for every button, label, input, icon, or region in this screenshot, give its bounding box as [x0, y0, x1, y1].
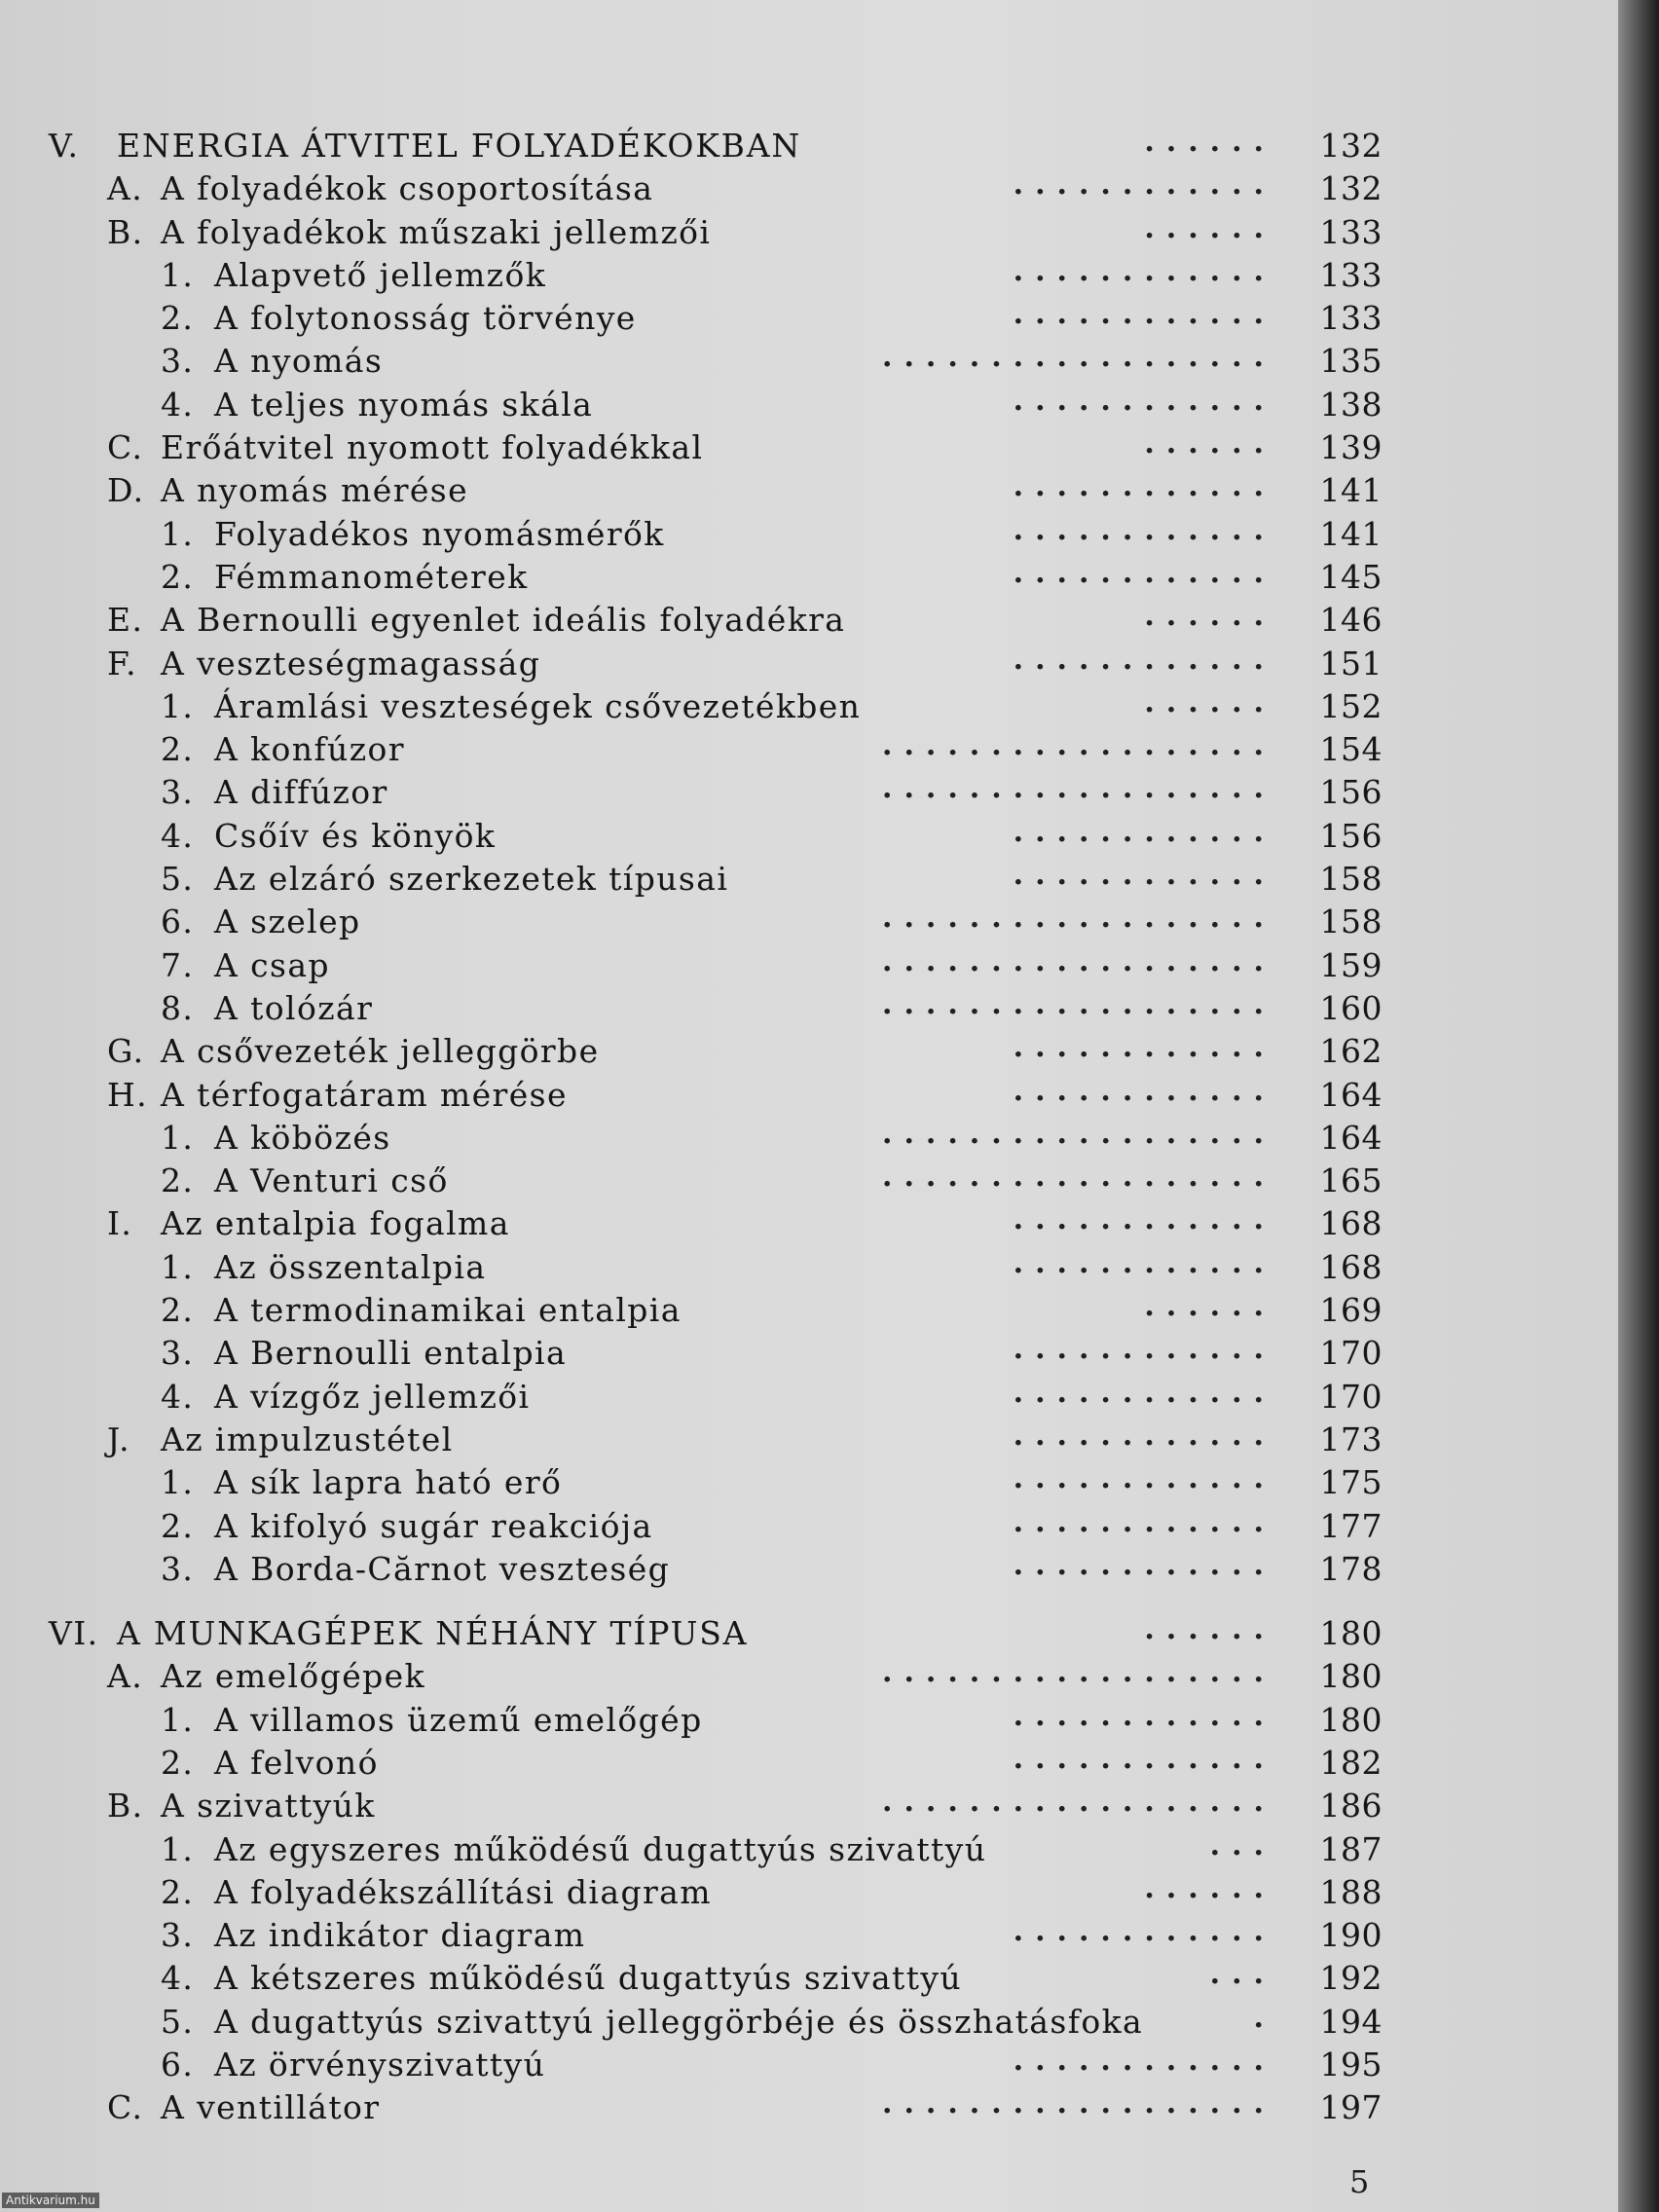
toc-entry-number: 2.	[161, 730, 195, 769]
toc-entry-page: 138	[1319, 385, 1382, 424]
toc-entry-title: A Borda-Cărnot veszteség	[214, 1549, 671, 1588]
toc-entry	[39, 2001, 1382, 2044]
toc-entry-page: 195	[1319, 2046, 1382, 2084]
toc-entry-title: A Venturi cső	[214, 1161, 449, 1200]
toc-entry-title: A teljes nyomás skála	[214, 385, 594, 424]
toc-entry-title: A veszteségmagasság	[161, 644, 541, 682]
toc-entry-number: G.	[107, 1032, 145, 1071]
toc-entry-number: 7.	[161, 945, 195, 984]
toc-entry-number: I.	[107, 1204, 133, 1243]
toc-entry-page: 186	[1319, 1787, 1382, 1825]
toc-entry-number: J.	[107, 1419, 130, 1458]
toc-entry-title: A tolózár	[214, 988, 374, 1027]
dot-leader: ............	[1013, 469, 1275, 504]
toc-entry-page: 135	[1319, 342, 1382, 381]
toc-entry-page: 159	[1319, 945, 1382, 984]
toc-entry-number: 1.	[161, 1118, 195, 1157]
page-edge-shadow	[1618, 0, 1659, 2212]
dot-leader: ............	[1013, 512, 1275, 547]
toc-entry-title: Az örvényszivattyú	[214, 2046, 546, 2084]
toc-entry-title: A folytonosság törvénye	[214, 299, 637, 338]
dot-leader: ......	[1144, 599, 1275, 634]
dot-leader: ............	[1013, 1547, 1275, 1582]
toc-entry	[39, 815, 1382, 858]
toc-entry-page: 152	[1319, 686, 1382, 725]
toc-entry	[39, 599, 1382, 642]
toc-entry-page: 170	[1319, 1377, 1382, 1416]
toc-entry-number: H.	[107, 1075, 149, 1114]
toc-entry-title: A sík lapra ható erő	[214, 1463, 563, 1502]
toc-entry	[39, 944, 1382, 987]
dot-leader: ............	[1013, 1914, 1275, 1949]
toc-entry-page: 190	[1319, 1916, 1382, 1955]
toc-entry	[39, 556, 1382, 599]
toc-entry-title: Az elzáró szerkezetek típusai	[214, 860, 729, 899]
dot-leader: ............	[1013, 297, 1275, 332]
toc-entry-title: A folyadékok műszaki jellemzői	[161, 212, 712, 251]
toc-entry-number: 3.	[161, 1916, 195, 1955]
toc-entry-title: Az emelőgépek	[161, 1657, 425, 1696]
dot-leader: ..................	[882, 1785, 1275, 1820]
toc-entry-page: 164	[1319, 1118, 1382, 1157]
toc-entry-page: 164	[1319, 1075, 1382, 1114]
dot-leader: ............	[1013, 1698, 1275, 1733]
dot-leader: ..................	[882, 340, 1275, 375]
toc-entry-page: 182	[1319, 1743, 1382, 1782]
toc-entry-number: 2.	[161, 1291, 195, 1330]
toc-entry-page: 158	[1319, 903, 1382, 941]
toc-entry-number: 4.	[161, 1959, 195, 1998]
toc-entry-page: 156	[1319, 773, 1382, 812]
toc-entry	[39, 2044, 1382, 2086]
toc-entry-title: A folyadékszállítási diagram	[214, 1872, 712, 1911]
toc-entry	[39, 1957, 1382, 2000]
toc-entry-page: 133	[1319, 255, 1382, 294]
toc-entry-number: 4.	[161, 385, 195, 424]
dot-leader: ..................	[882, 2086, 1275, 2121]
toc-entry-title: A szelep	[214, 903, 361, 941]
page-number: 5	[1349, 2163, 1370, 2200]
toc-entry	[39, 728, 1382, 771]
toc-entry-number: 8.	[161, 988, 195, 1027]
toc-entry-number: 2.	[161, 1506, 195, 1545]
dot-leader: ......	[1144, 684, 1275, 719]
dot-leader: ............	[1013, 2044, 1275, 2079]
toc-entry-page: 145	[1319, 557, 1382, 596]
toc-entry-page: 170	[1319, 1334, 1382, 1373]
toc-entry	[39, 987, 1382, 1030]
dot-leader: ............	[1013, 383, 1275, 418]
watermark: Antikvarium.hu	[2, 2193, 99, 2208]
toc-entry	[39, 340, 1382, 383]
toc-entry	[39, 167, 1382, 210]
toc-entry-page: 187	[1319, 1829, 1382, 1868]
toc-entry	[39, 1332, 1382, 1375]
toc-entry-page: 154	[1319, 730, 1382, 769]
toc-entry-title: A köbözés	[214, 1118, 391, 1157]
toc-entry	[39, 1505, 1382, 1548]
toc-entry-page: 158	[1319, 860, 1382, 899]
toc-entry-number: V.	[49, 127, 80, 165]
toc-entry	[39, 1699, 1382, 1742]
toc-entry	[39, 685, 1382, 728]
toc-entry-page: 180	[1319, 1614, 1382, 1653]
toc-entry-title: A kétszeres működésű dugattyús szivattyú	[214, 1959, 963, 1998]
toc-entry-page: 180	[1319, 1700, 1382, 1739]
toc-entry-number: 3.	[161, 1549, 195, 1588]
toc-entry-number: 2.	[161, 1743, 195, 1782]
toc-entry-page: 132	[1319, 127, 1382, 165]
dot-leader: ...	[1209, 1827, 1275, 1862]
toc-entry-title: A kifolyó sugár reakciója	[214, 1506, 653, 1545]
toc-entry-page: 169	[1319, 1291, 1382, 1330]
toc-entry-number: C.	[107, 2088, 144, 2127]
dot-leader: ......	[1144, 125, 1275, 159]
toc-entry	[39, 643, 1382, 685]
toc-entry-title: A Bernoulli egyenlet ideális folyadékra	[161, 601, 846, 640]
toc-entry-page: 168	[1319, 1247, 1382, 1286]
toc-entry-number: VI.	[49, 1614, 99, 1653]
toc-entry-page: 194	[1319, 2002, 1382, 2041]
toc-entry	[39, 1202, 1382, 1245]
dot-leader: ............	[1013, 814, 1275, 849]
toc-entry	[39, 211, 1382, 254]
dot-leader: ..................	[882, 1655, 1275, 1690]
toc-entry	[39, 901, 1382, 943]
toc-entry-number: 2.	[161, 1872, 195, 1911]
dot-leader: ............	[1013, 1461, 1275, 1496]
toc-entry	[39, 1074, 1382, 1117]
toc-entry	[39, 771, 1382, 814]
toc-entry-page: 141	[1319, 471, 1382, 510]
toc-entry-title: A nyomás	[214, 342, 384, 381]
dot-leader: ......	[1144, 1289, 1275, 1324]
toc-entry-page: 192	[1319, 1959, 1382, 1998]
table-of-contents	[39, 125, 1382, 2130]
dot-leader: ..................	[882, 901, 1275, 936]
toc-entry	[39, 1785, 1382, 1827]
toc-entry	[39, 426, 1382, 469]
toc-entry	[39, 1376, 1382, 1419]
toc-entry-number: 3.	[161, 773, 195, 812]
dot-leader: ............	[1013, 1332, 1275, 1367]
toc-entry-title: A Bernoulli entalpia	[214, 1334, 568, 1373]
dot-leader: ..................	[882, 771, 1275, 806]
toc-entry-page: 151	[1319, 644, 1382, 682]
toc-entry-page: 165	[1319, 1161, 1382, 1200]
toc-entry-title: Fémmanométerek	[214, 557, 529, 596]
dot-leader: ............	[1013, 167, 1275, 203]
dot-leader: ............	[1013, 1073, 1275, 1108]
dot-leader: ..................	[882, 728, 1275, 763]
toc-entry	[39, 1030, 1382, 1073]
toc-entry-title: Az entalpia fogalma	[161, 1204, 510, 1243]
toc-entry-page: 188	[1319, 1872, 1382, 1911]
toc-entry	[39, 1871, 1382, 1914]
toc-entry-number: 3.	[161, 342, 195, 381]
dot-leader: ......	[1144, 1870, 1275, 1905]
toc-entry-page: 141	[1319, 514, 1382, 553]
toc-entry	[39, 125, 1382, 167]
toc-entry-number: 1.	[161, 1829, 195, 1868]
toc-entry-title: Erőátvitel nyomott folyadékkal	[161, 428, 704, 467]
dot-leader: ......	[1144, 210, 1275, 245]
toc-entry-number: F.	[107, 644, 138, 682]
toc-entry-number: A.	[107, 1657, 144, 1696]
toc-entry	[39, 254, 1382, 297]
toc-entry-page: 146	[1319, 601, 1382, 640]
toc-entry-page: 178	[1319, 1549, 1382, 1588]
toc-entry-number: E.	[107, 601, 144, 640]
toc-entry-page: 173	[1319, 1419, 1382, 1458]
dot-leader: ............	[1013, 1741, 1275, 1776]
toc-entry-title: Az egyszeres működésű dugattyús szivattyú	[214, 1829, 987, 1868]
toc-entry-title: A MUNKAGÉPEK NÉHÁNY TÍPUSA	[117, 1614, 749, 1653]
dot-leader: ............	[1013, 1245, 1275, 1280]
toc-entry-number: 5.	[161, 2002, 195, 2041]
dot-leader: ............	[1013, 1202, 1275, 1237]
toc-entry-page: 168	[1319, 1204, 1382, 1243]
dot-leader: ............	[1013, 1030, 1275, 1065]
toc-entry-page: 133	[1319, 212, 1382, 251]
toc-entry-number: B.	[107, 1787, 144, 1825]
toc-entry-title: A termodinamikai entalpia	[214, 1291, 682, 1330]
dot-leader: ............	[1013, 1418, 1275, 1453]
toc-entry-number: C.	[107, 428, 144, 467]
toc-entry-title: A felvonó	[214, 1743, 379, 1782]
toc-entry-page: 175	[1319, 1463, 1382, 1502]
dot-leader: ..................	[882, 943, 1275, 978]
toc-entry-number: 5.	[161, 860, 195, 899]
toc-entry-number: 1.	[161, 255, 195, 294]
toc-entry	[39, 858, 1382, 901]
dot-leader: ......	[1144, 1612, 1275, 1647]
toc-entry-page: 180	[1319, 1657, 1382, 1696]
toc-entry-number: 6.	[161, 903, 195, 941]
toc-entry-number: 1.	[161, 1700, 195, 1739]
toc-entry	[39, 1914, 1382, 1957]
toc-entry	[39, 513, 1382, 556]
toc-entry-title: A nyomás mérése	[161, 471, 469, 510]
toc-entry-title: A folyadékok csoportosítása	[161, 169, 654, 208]
toc-entry-number: 1.	[161, 514, 195, 553]
toc-entry-title: A villamos üzemű emelőgép	[214, 1700, 703, 1739]
toc-entry-title: ENERGIA ÁTVITEL FOLYADÉKOKBAN	[117, 127, 802, 165]
toc-entry	[39, 1160, 1382, 1202]
toc-entry-title: A csap	[214, 945, 330, 984]
dot-leader: ......	[1144, 426, 1275, 461]
toc-entry	[39, 1117, 1382, 1160]
dot-leader: ............	[1013, 555, 1275, 590]
toc-entry-page: 139	[1319, 428, 1382, 467]
toc-entry-number: 4.	[161, 816, 195, 855]
dot-leader: ..................	[882, 1116, 1275, 1151]
toc-entry	[39, 1828, 1382, 1871]
toc-entry	[39, 1548, 1382, 1591]
toc-entry	[39, 2086, 1382, 2129]
toc-entry-title: A dugattyús szivattyú jelleggörbéje és összhatásfoka	[214, 2002, 1144, 2041]
dot-leader: ............	[1013, 1504, 1275, 1539]
toc-entry-page: 177	[1319, 1506, 1382, 1545]
toc-entry	[39, 1289, 1382, 1332]
toc-entry-title: Áramlási veszteségek csővezetékben	[214, 686, 862, 725]
toc-entry-number: 1.	[161, 1247, 195, 1286]
dot-leader: ...	[1209, 1957, 1275, 1992]
toc-entry-number: 4.	[161, 1377, 195, 1416]
toc-entry-number: 2.	[161, 1161, 195, 1200]
toc-entry-title: Folyadékos nyomásmérők	[214, 514, 665, 553]
toc-entry-number: D.	[107, 471, 145, 510]
toc-entry-title: Az indikátor diagram	[214, 1916, 586, 1955]
toc-entry	[39, 1246, 1382, 1289]
toc-entry-title: A csővezeték jelleggörbe	[161, 1032, 600, 1071]
toc-entry	[39, 1742, 1382, 1785]
toc-entry-number: B.	[107, 212, 144, 251]
toc-entry-page: 162	[1319, 1032, 1382, 1071]
toc-entry-page: 156	[1319, 816, 1382, 855]
toc-entry	[39, 384, 1382, 426]
dot-leader: ............	[1013, 858, 1275, 893]
toc-entry-title: Az impulzustétel	[161, 1419, 454, 1458]
toc-entry-title: Csőív és könyök	[214, 816, 497, 855]
toc-entry-title: A diffúzor	[214, 773, 388, 812]
toc-entry-number: 6.	[161, 2046, 195, 2084]
toc-entry-page: 133	[1319, 299, 1382, 338]
toc-entry-number: 2.	[161, 299, 195, 338]
toc-entry-title: A ventillátor	[161, 2088, 381, 2127]
toc-entry-title: A vízgőz jellemzői	[214, 1377, 531, 1416]
toc-entry-page: 160	[1319, 988, 1382, 1027]
toc-entry	[39, 297, 1382, 340]
dot-leader: ..................	[882, 1160, 1275, 1195]
dot-leader: ............	[1013, 1375, 1275, 1410]
toc-entry-number: 2.	[161, 557, 195, 596]
toc-entry-title: Az összentalpia	[214, 1247, 487, 1286]
dot-leader: ..................	[882, 986, 1275, 1021]
toc-entry-number: 3.	[161, 1334, 195, 1373]
toc-entry-title: A szivattyúk	[161, 1787, 376, 1825]
toc-entry-page: 197	[1319, 2088, 1382, 2127]
toc-entry	[39, 1612, 1382, 1655]
toc-entry-number: A.	[107, 169, 144, 208]
toc-entry	[39, 469, 1382, 512]
dot-leader: .	[1253, 2000, 1275, 2035]
toc-entry	[39, 1461, 1382, 1504]
toc-entry-number: 1.	[161, 1463, 195, 1502]
toc-entry-title: A térfogatáram mérése	[161, 1075, 568, 1114]
dot-leader: ............	[1013, 253, 1275, 288]
toc-entry-title: Alapvető jellemzők	[214, 255, 547, 294]
toc-entry-page: 132	[1319, 169, 1382, 208]
toc-entry	[39, 1419, 1382, 1461]
toc-entry-title: A konfúzor	[214, 730, 405, 769]
dot-leader: ............	[1013, 642, 1275, 677]
toc-entry-number: 1.	[161, 686, 195, 725]
toc-entry	[39, 1655, 1382, 1698]
